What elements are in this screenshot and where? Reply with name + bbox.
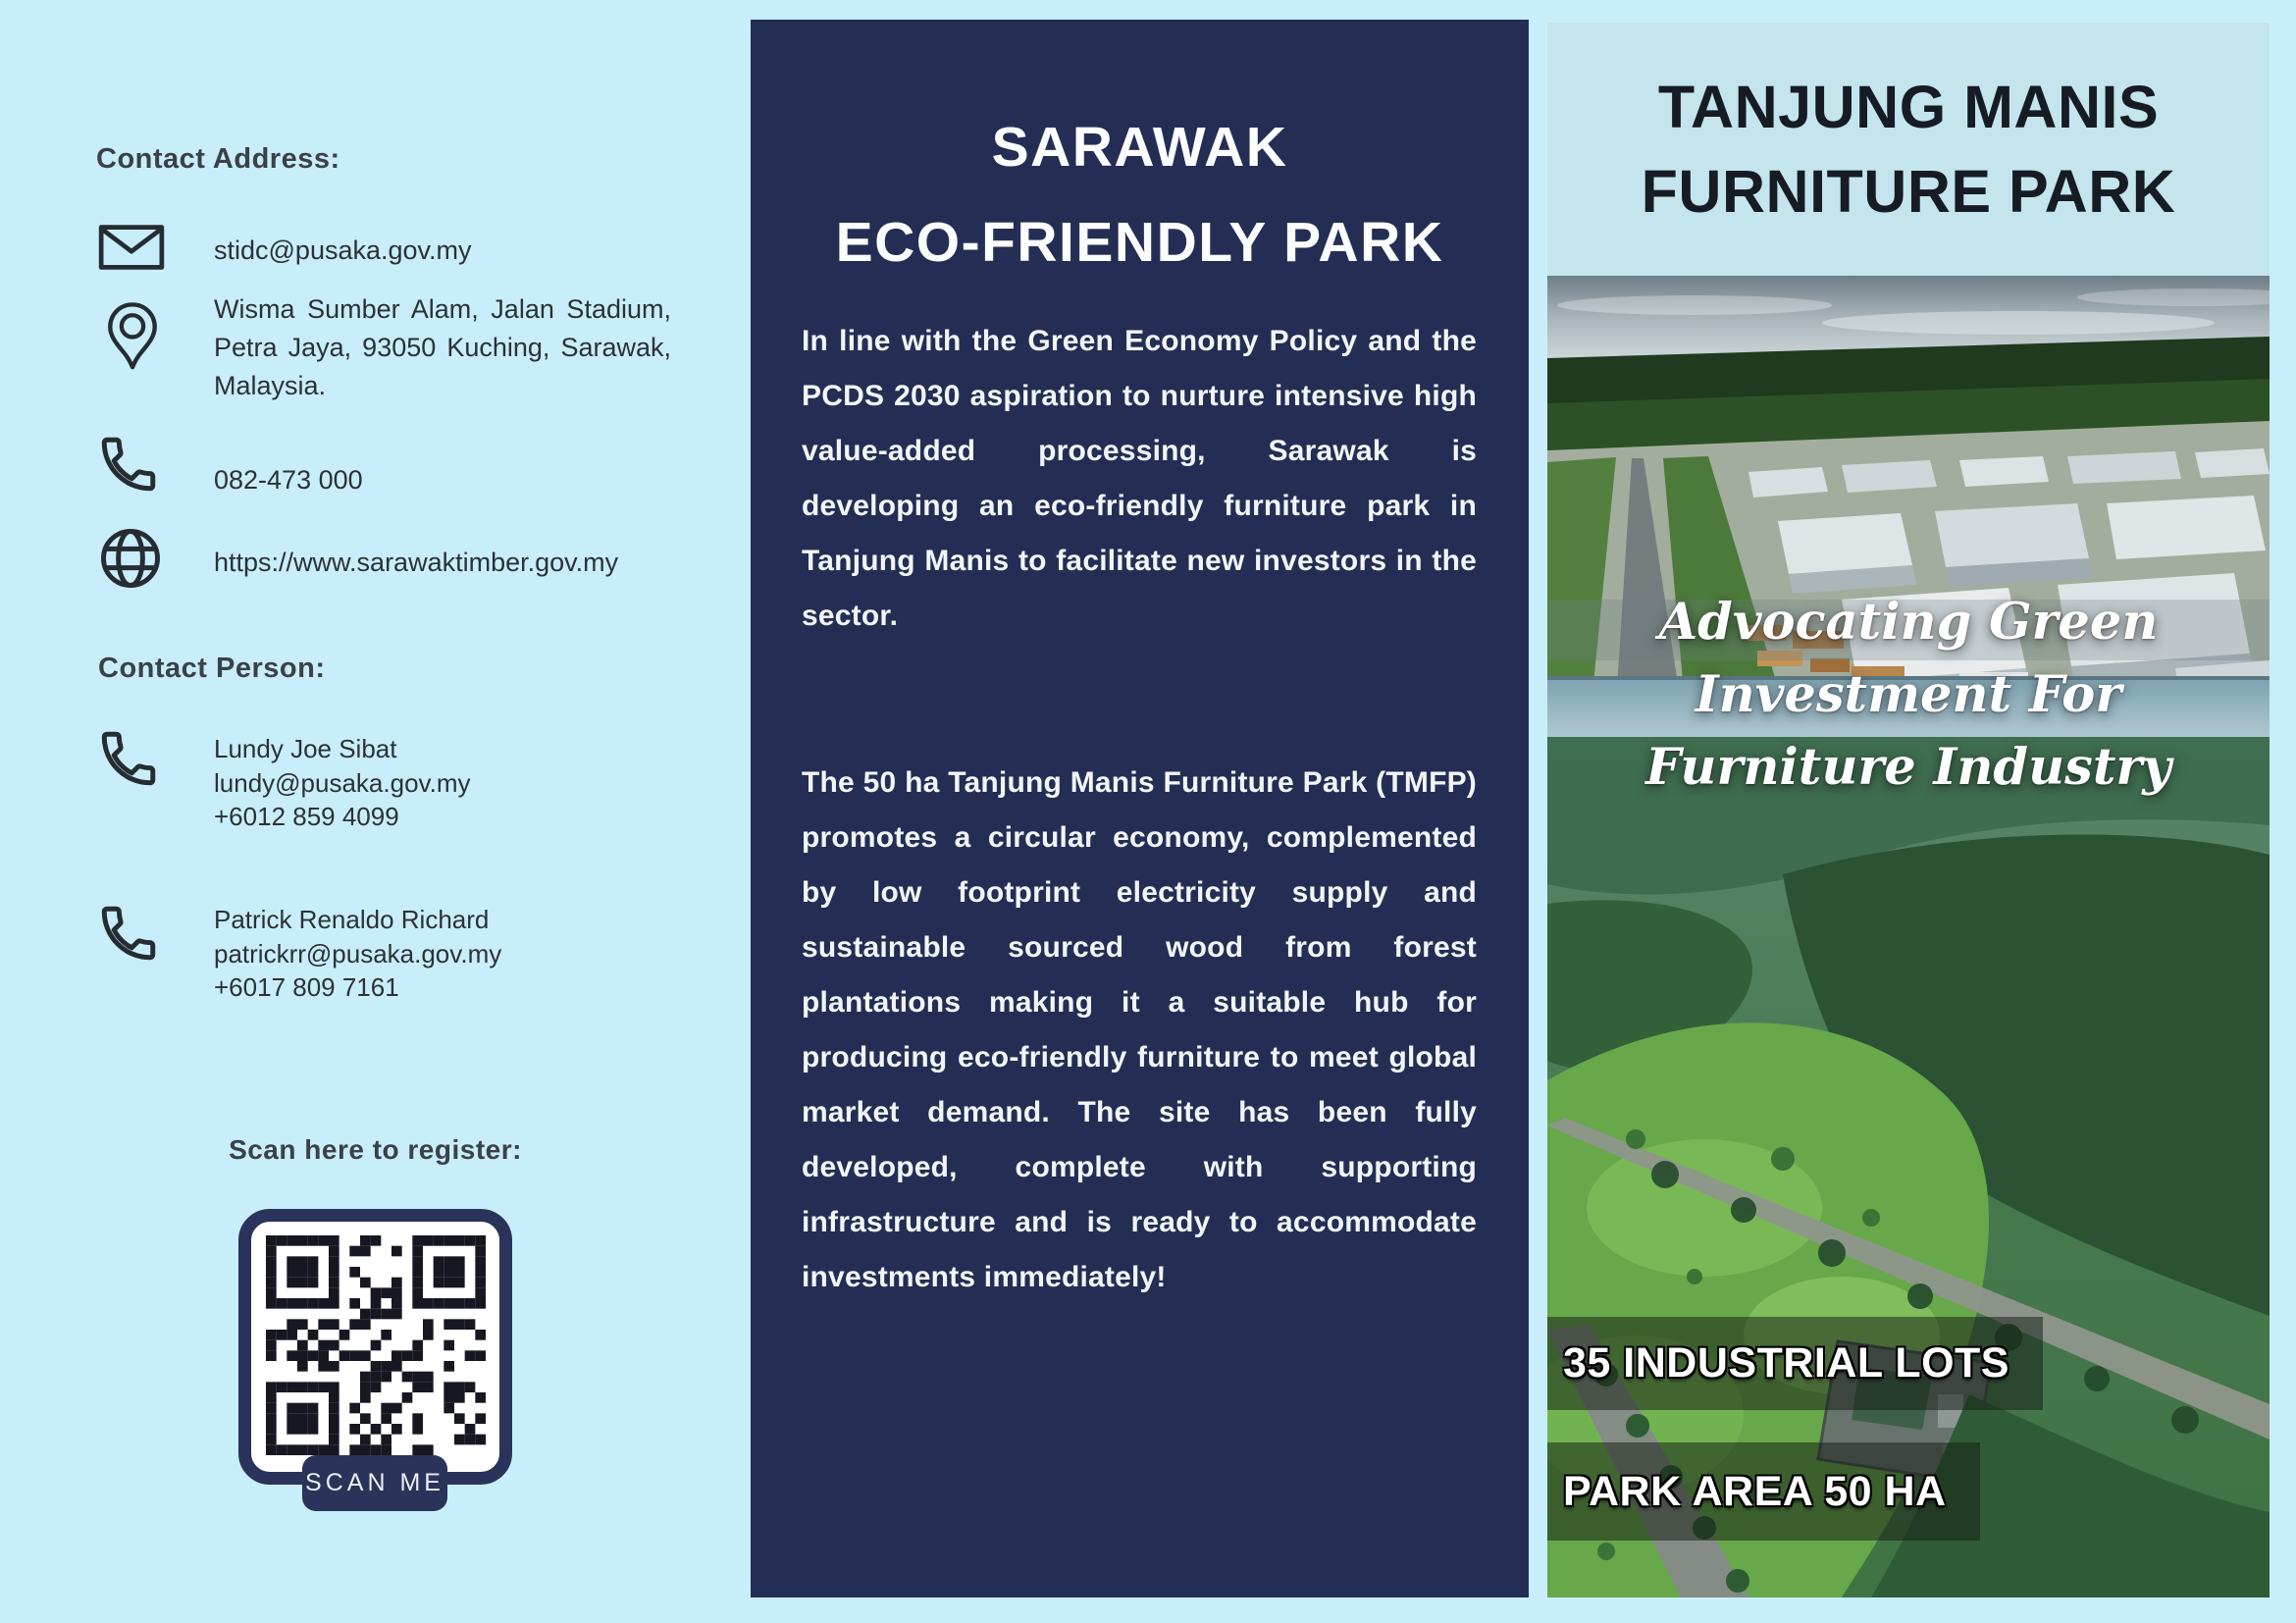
email-icon [98, 224, 165, 271]
contact-2-email: patrickrr@pusaka.gov.my [214, 938, 502, 969]
phone-icon [96, 901, 161, 966]
globe-icon [98, 526, 163, 591]
postal-address: Wisma Sumber Alam, Jalan Stadium, Petra Jaya, 93050 Kuching, Sarawak, Malaysia. [214, 294, 671, 400]
scan-me-label: SCAN ME [302, 1455, 447, 1511]
park-title-line1: TANJUNG MANIS [1657, 74, 2160, 140]
email-address: stidc@pusaka.gov.my [214, 236, 472, 265]
office-phone-number: 082-473 000 [214, 465, 363, 495]
website-url: https://www.sarawaktimber.gov.my [214, 548, 619, 577]
aerial-photo [1547, 276, 2270, 1597]
eco-park-title-line2: ECO-FRIENDLY PARK [835, 211, 1444, 274]
industrial-lots-badge: 35 INDUSTRIAL LOTS [1547, 1317, 2043, 1410]
scan-to-register-heading: Scan here to register: [229, 1134, 522, 1165]
contact-1-email: lundy@pusaka.gov.my [214, 767, 471, 798]
contact-2-phone: +6017 809 7161 [214, 972, 399, 1002]
cover-panel [1547, 23, 2270, 1597]
photo-tagline-line1: Advocating Green Investment For [1658, 593, 2159, 724]
qr-code-pattern [266, 1235, 486, 1455]
contact-1-phone: +6012 859 4099 [214, 802, 399, 831]
qr-code [238, 1209, 512, 1485]
contact-person-2 [214, 903, 501, 1005]
photo-tagline-line2: Furniture Industry [1645, 738, 2171, 797]
intro-paragraph: In line with the Green Economy Policy and the PCDS 2030 aspiration to nurture intensive high value-added processing, Sarawak is developing an eco-friendly furniture park in Tanjung Manis to facilitate new investors in the sector. [802, 325, 1477, 632]
contact-1-name: Lundy Joe Sibat [214, 734, 397, 763]
contact-person-heading: Contact Person: [98, 653, 326, 684]
contact-person-1 [214, 732, 471, 834]
park-description-paragraph: The 50 ha Tanjung Manis Furniture Park (TMFP) promotes a circular economy, complemented by low footprint electricity supply and sustainable sourced wood from forest plantations making it a suitable hub for producing eco-friendly furniture to meet global market demand. The site has been fully developed, complete with supporting infrastructure and is ready to accommodate investments immediately! [802, 766, 1477, 1293]
eco-park-panel [751, 20, 1529, 1597]
location-pin-icon [104, 292, 161, 381]
eco-park-title [751, 100, 1529, 290]
photo-tagline [1547, 586, 2270, 804]
phone-icon [96, 726, 161, 791]
contact-2-name: Patrick Renaldo Richard [214, 905, 490, 934]
phone-icon [96, 432, 161, 497]
eco-park-title-line1: SARAWAK [991, 116, 1288, 179]
park-title [1547, 23, 2270, 276]
park-title-line2: FURNITURE PARK [1641, 158, 2176, 225]
park-area-badge: PARK AREA 50 HA [1547, 1442, 1980, 1541]
contact-address-heading: Contact Address: [96, 143, 340, 175]
